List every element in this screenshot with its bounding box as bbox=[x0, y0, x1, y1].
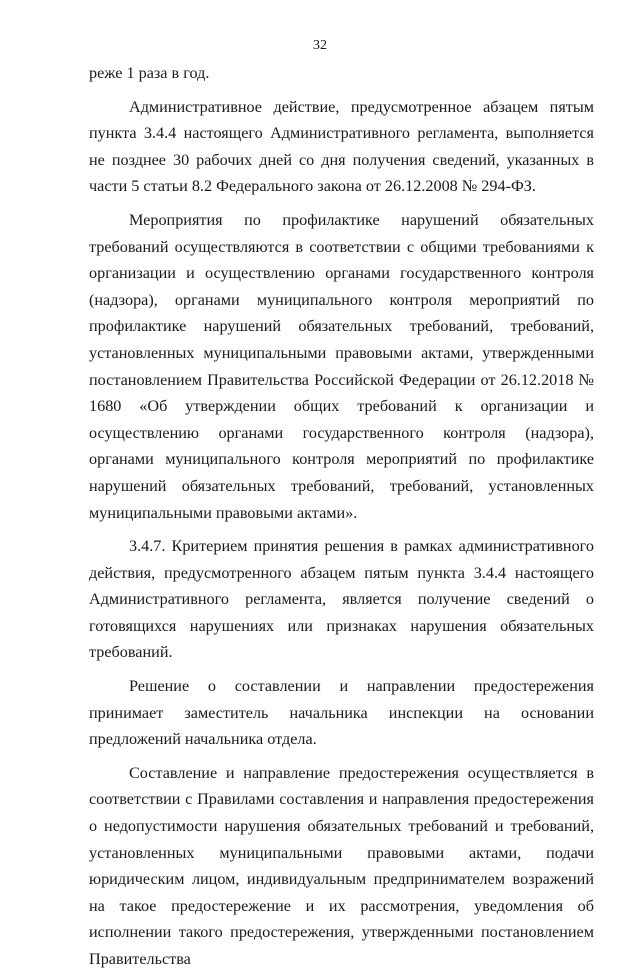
document-body bbox=[89, 60, 594, 973]
paragraph-decision: Решение о составлении и направлении предостережения принимает заместитель начальника инспекции на основании предложений начальника отдела. bbox=[89, 677, 594, 749]
paragraph-criterion-3-4-7: 3.4.7. Критерием принятия решения в рамках административного действия, предусмотренного абзацем пятым пункта 3.4.4 настоящего Административного регламента, является получение сведений о готовящихся нарушениях или признаках нарушения обязательных требований. bbox=[89, 537, 594, 662]
paragraph-administrative-action: Административное действие, предусмотренное абзацем пятым пункта 3.4.4 настоящего Административного регламента, выполняется не позднее 30 рабочих дней со дня получения сведений, указанных в части 5 статьи 8.2 Федерального закона от 26.12.2008 № 294-ФЗ. bbox=[89, 97, 594, 196]
paragraph-continuation: реже 1 раза в год. bbox=[89, 64, 210, 82]
paragraph-prevention-measures: Мероприятия по профилактике нарушений обязательных требований осуществляются в соответствии с общими требованиями к организации и осуществлению органами государственного контроля (надзора), органами муниципального контроля мероприятий по профилактике нарушений обязательных требований, требований, установленных муниципальными правовыми актами, утвержденными постановлением Правительства Российской Федерации от 26.12.2018 № 1680 «Об утверждении общих требований к организации и осуществлению органами государственного контроля (надзора), органами муниципального контроля мероприятий по профилактике нарушений обязательных требований, требований, установленных муниципальными правовыми актами». bbox=[89, 210, 594, 522]
paragraph-warning-procedure: Составление и направление предостережения осуществляется в соответствии с Правилами составления и направления предостережения о недопустимости нарушения обязательных требований и требований, установленных муниципальными правовыми актами, подачи юридическим лицом, индивидуальным предпринимателем возражений на такое предостережение и их рассмотрения, уведомления об исполнении такого предостережения, утвержденными постановлением Правительства bbox=[89, 763, 594, 968]
page-number: 32 bbox=[313, 38, 327, 53]
